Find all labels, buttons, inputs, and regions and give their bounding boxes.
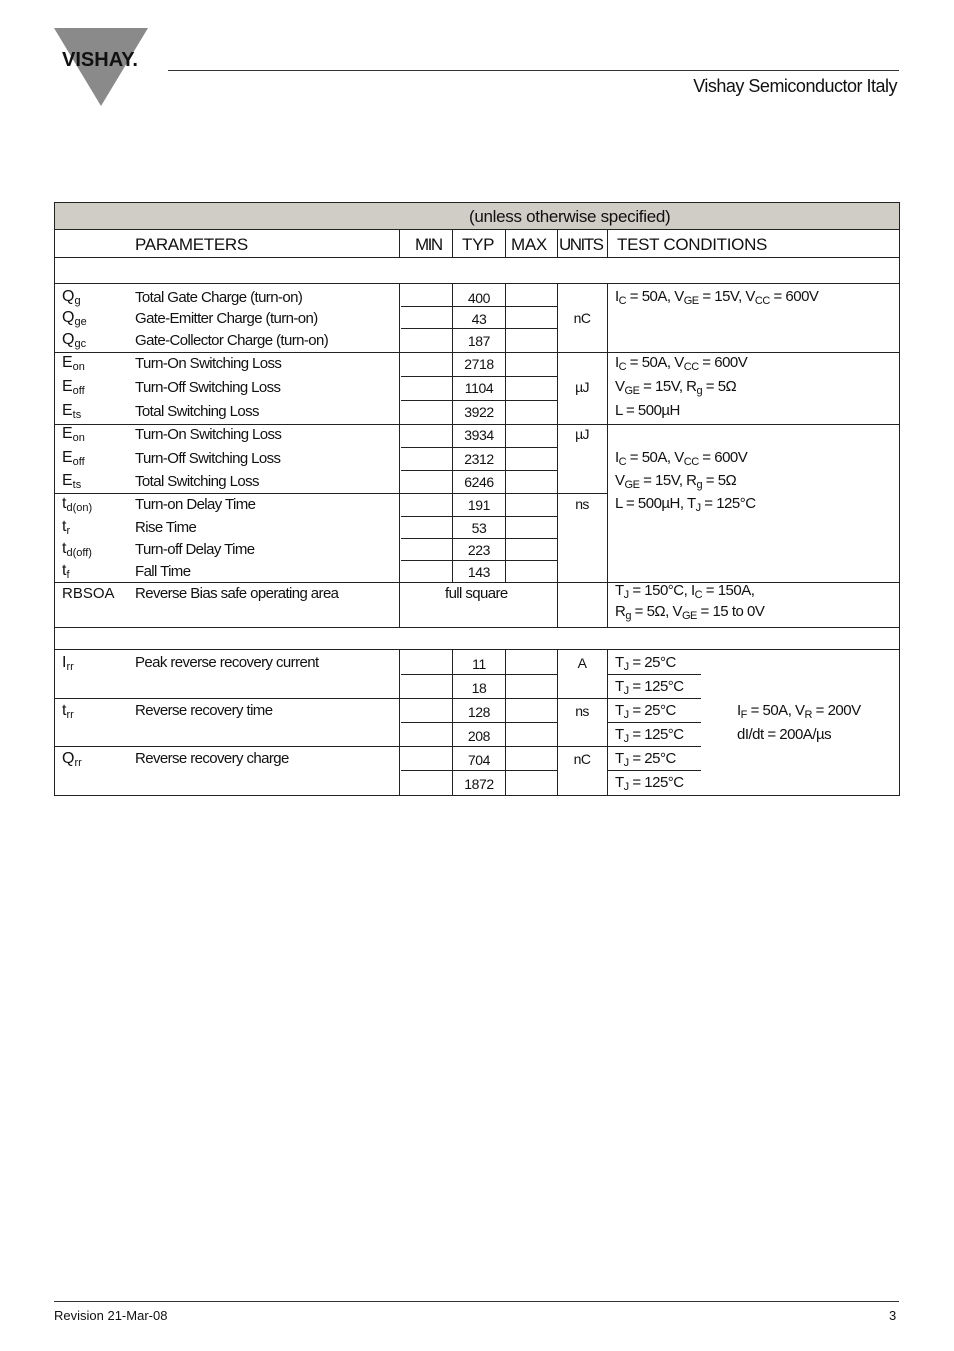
- rule: [55, 424, 899, 425]
- symbol-base: t: [62, 540, 67, 557]
- typ-value-25c: 11: [472, 656, 486, 672]
- typ-value: 191: [467, 497, 491, 513]
- cond-sw25-1: $I_C = 50A$, $V_{CC} = 600V$: [615, 354, 748, 373]
- symbol-subscript: off: [72, 385, 85, 397]
- typ-value: 187: [467, 333, 491, 349]
- parameter-symbol: [62, 402, 81, 420]
- diode-symbol: [62, 654, 74, 672]
- tj-25c: $T_J = 25^\circ C$: [615, 702, 676, 721]
- cond-sw125-3: L = 500µH, $T_J = 125^\circ C$: [615, 495, 756, 514]
- symbol-subscript: off: [72, 456, 85, 468]
- rule: [401, 447, 557, 448]
- tj-value: = 125°C: [632, 774, 684, 791]
- symbol-base: E: [62, 354, 73, 371]
- unit-uj: µJ: [575, 379, 589, 395]
- col-min: MIN: [415, 235, 442, 254]
- header-rule: [168, 70, 899, 71]
- header-note: (unless otherwise specified): [469, 207, 671, 226]
- diode-description: Peak reverse recovery current: [135, 654, 319, 671]
- typ-value: 2312: [464, 451, 494, 467]
- symbol-subscript: r: [66, 525, 71, 537]
- typ-value: 1104: [464, 380, 494, 396]
- symbol-subscript: gc: [74, 338, 87, 350]
- tj-25c: $T_J = 25^\circ C$: [615, 654, 676, 673]
- symbol-base: Q: [62, 331, 75, 348]
- rule: [452, 230, 453, 257]
- cond-sw125-1: $I_C = 50A$, $V_{CC} = 600V$: [615, 449, 748, 468]
- rule: [401, 376, 557, 377]
- tj-25c: $T_J = 25^\circ C$: [615, 750, 676, 769]
- col-units: UNITS: [559, 235, 603, 254]
- rule: [401, 516, 557, 517]
- typ-value: 2718: [464, 356, 494, 372]
- rbsoa-value: full square: [445, 585, 508, 602]
- rule: [401, 538, 557, 539]
- symbol-subscript: ts: [72, 479, 82, 491]
- typ-value: 223: [467, 542, 491, 558]
- typ-value: 43: [471, 311, 487, 327]
- cond-sw125-2: $V_{GE} = 15V$, $R_g = 5\Omega$: [615, 472, 737, 491]
- symbol-base: t: [62, 518, 67, 535]
- rule: [557, 283, 558, 627]
- symbol-subscript: on: [72, 432, 85, 444]
- cond-charge: $I_C = 50A$, $V_{GE} = 15V$, $V_{CC} = 600V$: [615, 288, 819, 307]
- cond-diode-1: $I_F = 50A$, $V_R = 200V$: [737, 702, 861, 721]
- parameter-symbol: [62, 562, 70, 580]
- symbol-base: E: [62, 472, 73, 489]
- typ-value: 6246: [464, 474, 494, 490]
- rule: [608, 722, 701, 723]
- typ-value: 3922: [464, 404, 494, 420]
- parameter-description: Turn-Off Switching Loss: [135, 379, 281, 396]
- rule: [505, 649, 506, 795]
- rule: [399, 230, 400, 257]
- symbol-subscript: ts: [72, 409, 82, 421]
- rule: [401, 770, 557, 771]
- typ-value-125c: 18: [471, 680, 487, 696]
- symbol-subscript: on: [72, 361, 85, 373]
- parameter-symbol: [62, 518, 70, 536]
- parameter-symbol: [62, 288, 81, 306]
- rule: [608, 770, 701, 771]
- revision-date: Revision 21-Mar-08: [54, 1308, 168, 1323]
- parameter-symbol: [62, 309, 87, 327]
- table-header-bar: [55, 203, 899, 230]
- cond-rbsoa-2: $R_g = 5\Omega$, $V_{GE} = 15$ to 0V: [615, 603, 765, 622]
- symbol-subscript: rr: [66, 709, 74, 721]
- rule: [401, 560, 557, 561]
- unit-ns: ns: [575, 496, 589, 512]
- parameter-description: Turn-off Delay Time: [135, 541, 255, 558]
- symbol-subscript: ge: [74, 316, 87, 328]
- symbol-base: E: [62, 449, 73, 466]
- col-parameters: PARAMETERS: [135, 235, 248, 254]
- symbol-subscript: d(on): [66, 502, 93, 514]
- parameter-description: Turn-on Delay Time: [135, 496, 256, 513]
- parameter-description: Total Switching Loss: [135, 473, 259, 490]
- parameter-symbol: [62, 425, 85, 443]
- parameter-description: Turn-On Switching Loss: [135, 426, 282, 443]
- cond-diode-2: dI/dt = 200A/µs: [737, 726, 832, 743]
- symbol-subscript: g: [74, 295, 81, 307]
- rule: [401, 328, 557, 329]
- electrical-characteristics-table: [54, 202, 900, 796]
- parameter-description: Gate-Collector Charge (turn-on): [135, 332, 329, 349]
- symbol-base: Q: [62, 309, 75, 326]
- parameter-description: Fall Time: [135, 563, 191, 580]
- cond-rbsoa-1: $T_J = 150^\circ C$, $I_C = 150A$,: [615, 582, 755, 601]
- typ-value-125c: 1872: [464, 776, 494, 792]
- rule: [55, 627, 899, 628]
- unit-uj: µJ: [575, 426, 589, 442]
- unit-nc: nC: [573, 751, 591, 767]
- parameter-symbol: [62, 449, 85, 467]
- rule: [55, 283, 899, 284]
- symbol-subscript: rr: [74, 757, 82, 769]
- rule: [607, 230, 608, 257]
- rule: [401, 722, 557, 723]
- rule: [608, 674, 701, 675]
- tj-value: = 25°C: [632, 702, 676, 719]
- parameter-symbol: [62, 540, 92, 558]
- rule: [607, 283, 608, 627]
- symbol-subscript: rr: [66, 661, 74, 673]
- parameter-symbol: [62, 472, 81, 490]
- logo-text: VISHAY.: [62, 49, 138, 71]
- rule: [55, 698, 701, 699]
- typ-value: 53: [471, 520, 487, 536]
- typ-value-25c: 704: [467, 752, 491, 768]
- diode-description: Reverse recovery time: [135, 702, 273, 719]
- rule: [399, 283, 400, 627]
- parameter-description: Gate-Emitter Charge (turn-on): [135, 310, 318, 327]
- rule: [55, 649, 899, 650]
- diode-description: Reverse recovery charge: [135, 750, 289, 767]
- parameter-symbol: [62, 354, 85, 372]
- symbol-base: Q: [62, 750, 75, 767]
- symbol-base: E: [62, 425, 73, 442]
- col-typ: TYP: [462, 235, 495, 254]
- symbol-base: t: [62, 495, 67, 512]
- tj-125c: $T_J = 125^\circ C$: [615, 774, 684, 793]
- company-name: Vishay Semiconductor Italy: [693, 76, 897, 96]
- tj-value: = 25°C: [632, 750, 676, 767]
- footer-rule: [54, 1301, 899, 1302]
- diode-symbol: [62, 702, 74, 720]
- rule: [557, 230, 558, 257]
- parameter-description: Total Switching Loss: [135, 403, 259, 420]
- symbol-base: t: [62, 702, 67, 719]
- typ-value: 400: [467, 290, 491, 306]
- symbol-base: E: [62, 402, 73, 419]
- rule: [607, 649, 608, 795]
- rule: [401, 674, 557, 675]
- cond-sw25-2: $V_{GE} = 15V$, $R_g = 5\Omega$: [615, 378, 737, 397]
- symbol-base: t: [62, 562, 67, 579]
- tj-125c: $T_J = 125^\circ C$: [615, 726, 684, 745]
- tj-125c: $T_J = 125^\circ C$: [615, 678, 684, 697]
- typ-value-25c: 128: [467, 704, 491, 720]
- rule: [55, 257, 899, 258]
- symbol-base: E: [62, 378, 73, 395]
- rule: [55, 352, 899, 353]
- parameter-description: Turn-Off Switching Loss: [135, 450, 281, 467]
- rule: [399, 649, 400, 795]
- rule: [55, 582, 899, 583]
- col-test-conditions: TEST CONDITIONS: [617, 235, 768, 254]
- unit-a: A: [577, 655, 587, 671]
- rbsoa-symbol: RBSOA: [62, 585, 115, 602]
- tj-value: = 125°C: [632, 678, 684, 695]
- cond-sw25-3: L = 500µH: [615, 402, 680, 419]
- page-number: 3: [889, 1308, 897, 1323]
- symbol-subscript: d(off): [66, 547, 92, 559]
- tj-value: = 25°C: [632, 654, 676, 671]
- parameter-symbol: [62, 331, 86, 349]
- parameter-symbol: [62, 378, 85, 396]
- rule: [55, 746, 701, 747]
- symbol-base: I: [62, 654, 67, 671]
- unit-ns: ns: [575, 703, 589, 719]
- typ-value: 143: [467, 564, 491, 580]
- rbsoa-description: Reverse Bias safe operating area: [135, 585, 339, 602]
- rule: [401, 470, 557, 471]
- rule: [55, 493, 608, 494]
- parameter-description: Rise Time: [135, 519, 197, 536]
- symbol-subscript: f: [66, 569, 70, 581]
- diode-symbol: [62, 750, 82, 768]
- unit-nc: nC: [573, 310, 591, 326]
- rule: [401, 400, 557, 401]
- parameter-symbol: [62, 495, 92, 513]
- vishay-logo: [54, 28, 148, 106]
- parameter-description: Total Gate Charge (turn-on): [135, 289, 303, 306]
- rule: [505, 230, 506, 257]
- parameter-description: Turn-On Switching Loss: [135, 355, 282, 372]
- symbol-base: Q: [62, 288, 75, 305]
- tj-value: = 125°C: [632, 726, 684, 743]
- typ-value-125c: 208: [467, 728, 491, 744]
- rule: [505, 283, 506, 582]
- col-max: MAX: [511, 235, 547, 254]
- typ-value: 3934: [464, 427, 494, 443]
